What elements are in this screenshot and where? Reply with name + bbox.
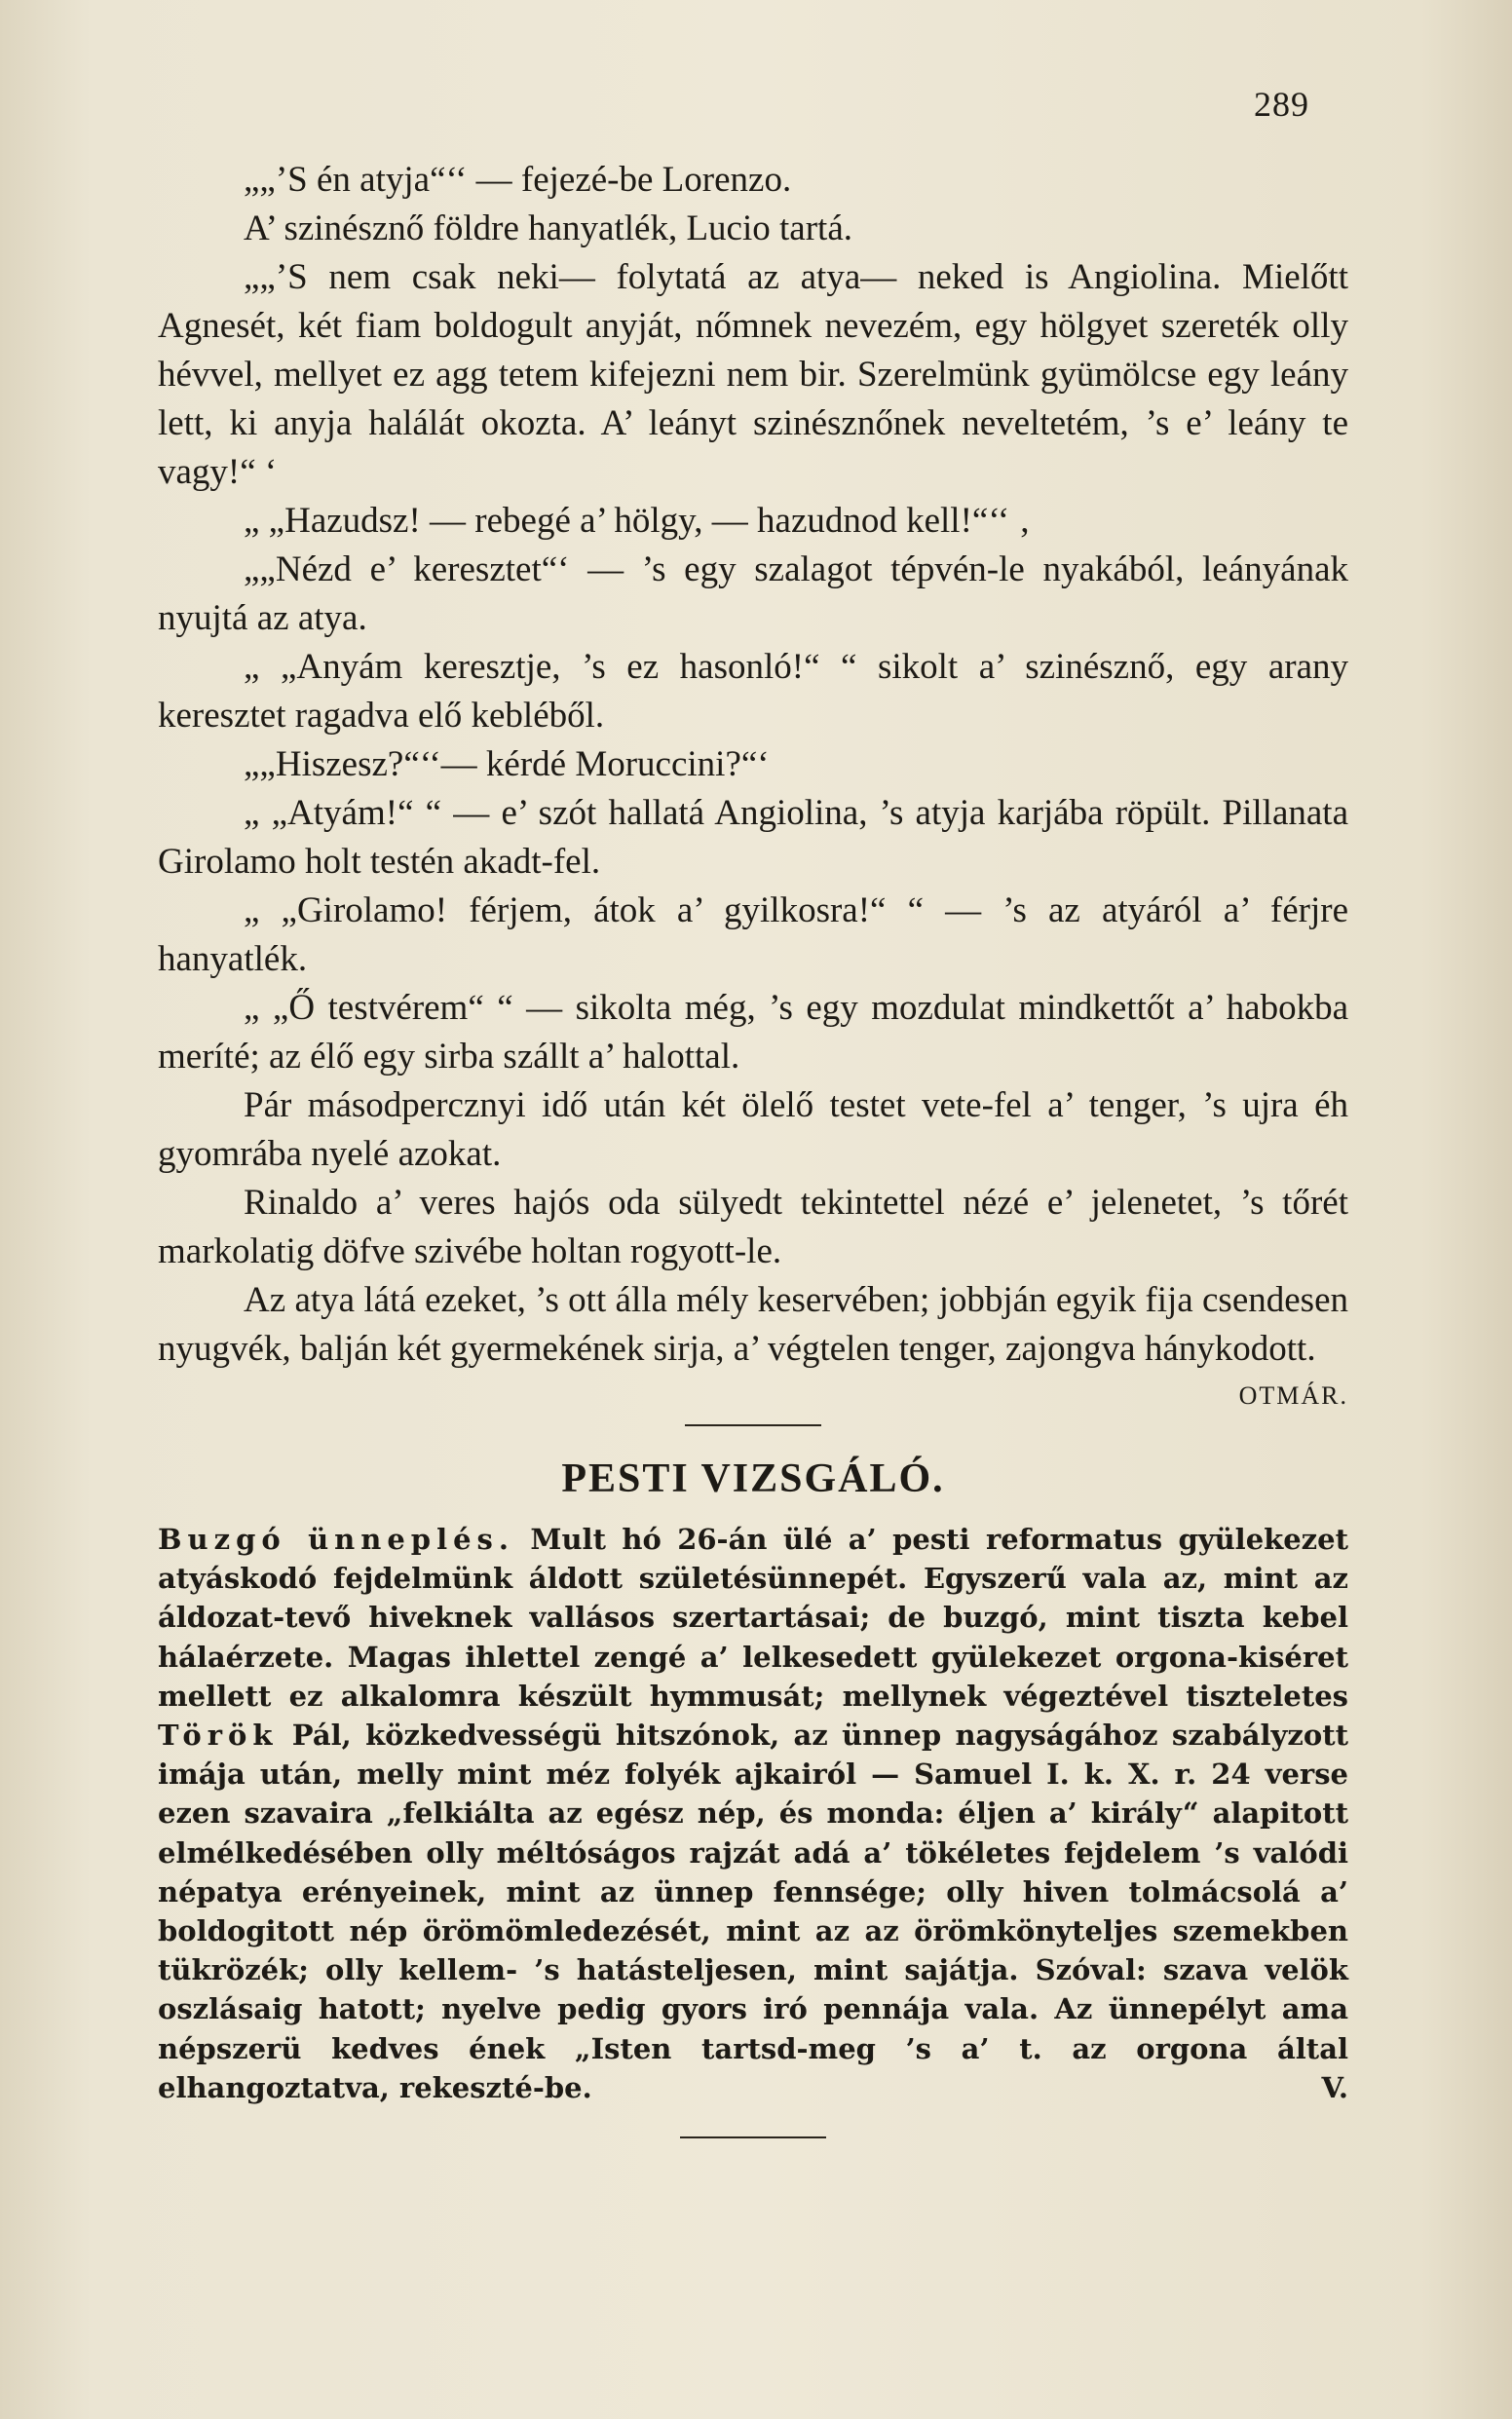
report-text: Mult hó 26-án ülé a’ pesti reformatus gyülekezet atyáskodó fejdelmünk áldott születésünnepét. Egyszerű vala az, mint az áldozat-tevő hiveknek vallásos szertartásai; de buzgó, mint tiszta kebel hálaérzete. Magas ihlettel zengé a’ lelkesedett gyülekezet orgona-kiséret mellett ez alkalomra készült hymmusát; mellynek végeztével tiszteletes <box>158 1523 1348 1713</box>
page-number: 289 <box>1254 85 1309 124</box>
report-section <box>158 1455 1348 2107</box>
story-paragraph: Rinaldo a’ veres hajós oda sülyedt tekintettel nézé e’ jelenetet, ’s tőrét markolatig döfve szivébe holtan rogyott-le. <box>158 1183 1348 1271</box>
story-section <box>158 156 1348 1411</box>
end-divider <box>680 2136 826 2138</box>
story-paragraph: „„’S én atyja“‘‘ — fejezé-be Lorenzo. <box>244 160 792 200</box>
report-text-continued: Pál, közkedvességü hitszónok, az ünnep nagyságához szabályzott imája után, melly mint méz folyék ajkairól — Samuel I. k. X. r. 24 verse ezen szavaira „felkiálta az egész nép, és monda: éljen a’ király“ alapitott elmélkedésében olly méltóságos rajzát adá a’ tökéletes fejdelem ’s valódi népatya erényeinek, mint az ünnep fennsége; olly hiven tolmácsolá a’ boldogitott nép örömömledezését, mint az az örömkönyteljes szemekben tükrözék; olly kellem- ’s hatásteljesen, mint sajátja. Szóval: szava velök oszlásaig hatott; nyelve pedig gyors iró pennája vala. Az ünnepélyt ama népszerü kedves ének „Isten tartsd-meg ’s a’ t. az orgona által elhangoztatva, rekeszté-be. <box>158 1719 1348 2104</box>
story-paragraph: „ „Girolamo! férjem, átok a’ gyilkosra!“ “ — ’s az atyáról a’ férjre hanyatlék. <box>158 890 1348 979</box>
report-signature: V. <box>1321 2070 1348 2104</box>
story-paragraph: „ „Atyám!“ “ — e’ szót hallatá Angiolina, ’s atyja karjába röpült. Pillanata Girolamo holt testén akadt-fel. <box>158 793 1348 882</box>
story-paragraph: „„Hiszesz?“‘‘— kérdé Moruccini?“‘ <box>244 744 770 784</box>
story-signature: OTMÁR. <box>1238 1381 1348 1410</box>
story-paragraph: „„’S nem csak neki— folytatá az atya— neked is Angiolina. Mielőtt Agnesét, két fiam boldogult anyját, nőmnek nevezém, egy hölgyet szereték olly hévvel, mellyet ez agg tetem kifejezni nem bir. Szerelmünk gyümölcse egy leány lett, ki anyja halálát okozta. A’ leányt szinésznőnek neveltetém, ’s e’ leány te vagy!“ ‘ <box>158 257 1348 492</box>
section-divider <box>685 1424 821 1426</box>
report-lead: Buzgó ünneplés. <box>158 1523 514 1556</box>
story-paragraph: „ „Ő testvérem“ “ — sikolta még, ’s egy mozdulat mindkettőt a’ habokba meríté; az élő egy sirba szállt a’ halottal. <box>158 988 1348 1077</box>
story-paragraph: A’ szinésznő földre hanyatlék, Lucio tartá. <box>244 208 852 248</box>
report-paragraph <box>158 1520 1348 2107</box>
story-paragraph: „„Nézd e’ keresztet“‘ — ’s egy szalagot tépvén-le nyakából, leányának nyujtá az atya. <box>158 549 1348 638</box>
text-column <box>158 156 1348 2138</box>
report-name: Török <box>158 1719 279 1753</box>
section-heading: PESTI VIZSGÁLÓ. <box>561 1456 945 1501</box>
story-paragraph: „ „Anyám keresztje, ’s ez hasonló!“ “ sikolt a’ szinésznő, egy arany keresztet ragadva elő kebléből. <box>158 647 1348 736</box>
story-paragraph: Az atya látá ezeket, ’s ott álla mély keservében; jobbján egyik fija csendesen nyugvék, balján két gyermekének sirja, a’ végtelen tenger, zajongva hánykodott. <box>158 1280 1348 1369</box>
story-paragraph: Pár másodpercznyi idő után két ölelő testet vete-fel a’ tenger, ’s ujra éh gyomrába nyelé azokat. <box>158 1085 1348 1174</box>
story-paragraph: „ „Hazudsz! — rebegé a’ hölgy, — hazudnod kell!“‘‘ ‚ <box>244 501 1031 541</box>
